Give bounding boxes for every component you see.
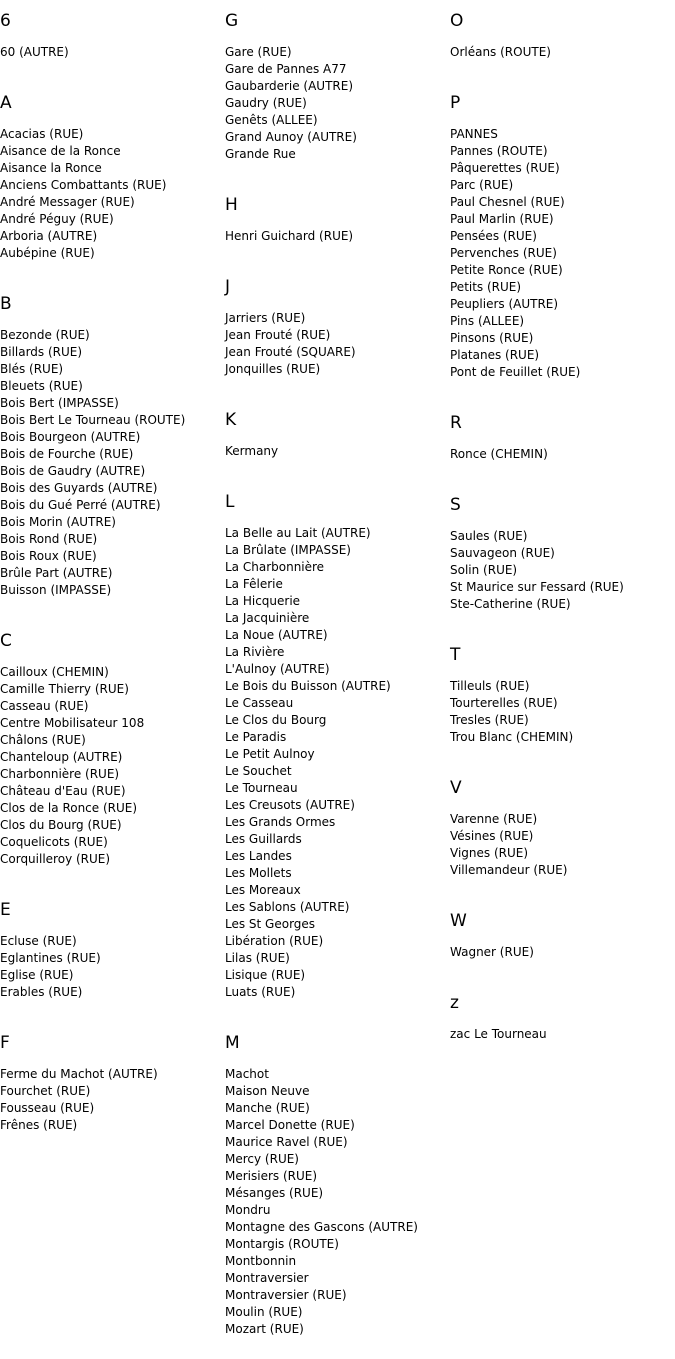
street-name: Tourterelles (RUE) (450, 696, 558, 710)
street-name: Pinsons (RUE) (450, 331, 534, 345)
section-letter-heading: K (225, 410, 237, 430)
street-name: L'Aulnoy (AUTRE) (225, 662, 330, 676)
street-list (0, 933, 225, 1001)
street-name: Charbonnière (RUE) (0, 767, 120, 781)
street-name: Villemandeur (RUE) (450, 863, 568, 877)
street-name: Petits (RUE) (450, 280, 522, 294)
street-name: Bois du Gué Perré (AUTRE) (0, 498, 161, 512)
street-name: Aubépine (RUE) (0, 246, 95, 260)
street-name: Les Sablons (AUTRE) (225, 900, 350, 914)
street-index-column (225, 0, 450, 1359)
street-name: Bois Rond (RUE) (0, 532, 98, 546)
section-letter-heading: z (450, 993, 459, 1013)
street-name: Clos du Bourg (RUE) (0, 818, 122, 832)
street-name: Mondru (225, 1203, 271, 1217)
street-name: Mercy (RUE) (225, 1152, 299, 1166)
street-name: Gaudry (RUE) (225, 96, 307, 110)
letter-section (450, 767, 675, 879)
street-name: Montbonnin (225, 1254, 297, 1268)
street-name: Casseau (RUE) (0, 699, 89, 713)
street-name: Les Landes (225, 849, 292, 863)
street-list (225, 310, 450, 378)
street-list (0, 126, 225, 262)
street-name: Grande Rue (225, 147, 296, 161)
street-list (225, 1066, 450, 1338)
street-name: Eglantines (RUE) (0, 951, 101, 965)
letter-section (450, 900, 675, 961)
street-name: Vésines (RUE) (450, 829, 534, 843)
street-list (0, 664, 225, 868)
section-letter-heading: A (0, 93, 12, 113)
street-name: Erables (RUE) (0, 985, 83, 999)
street-name: Jonquilles (RUE) (225, 362, 321, 376)
street-name: Paul Chesnel (RUE) (450, 195, 565, 209)
section-letter-heading: F (0, 1033, 10, 1053)
street-name: Montagne des Gascons (AUTRE) (225, 1220, 418, 1234)
street-name: Bois des Guyards (AUTRE) (0, 481, 158, 495)
street-name: La Noue (AUTRE) (225, 628, 328, 642)
street-name: Château d'Eau (RUE) (0, 784, 126, 798)
street-name: Peupliers (AUTRE) (450, 297, 559, 311)
letter-section (450, 0, 675, 61)
street-list (0, 327, 225, 599)
street-name: Pervenches (RUE) (450, 246, 557, 260)
section-letter-heading: E (0, 900, 11, 920)
letter-section (225, 399, 450, 460)
street-name: Les Grands Ormes (225, 815, 336, 829)
letter-section (0, 620, 225, 868)
street-name: La Hicquerie (225, 594, 301, 608)
street-name: Camille Thierry (RUE) (0, 682, 129, 696)
street-list (225, 443, 450, 460)
street-list (450, 446, 675, 463)
street-name: Mésanges (RUE) (225, 1186, 324, 1200)
street-list (450, 126, 675, 381)
street-name: André Messager (RUE) (0, 195, 135, 209)
street-name: Montraversier (225, 1271, 309, 1285)
street-name: Jean Frouté (SQUARE) (225, 345, 356, 359)
street-name: Les Creusots (AUTRE) (225, 798, 355, 812)
street-name: Jean Frouté (RUE) (225, 328, 331, 342)
street-name: La Jacquinière (225, 611, 310, 625)
street-name: Tilleuls (RUE) (450, 679, 530, 693)
street-name: Pins (ALLEE) (450, 314, 525, 328)
letter-section (0, 0, 225, 61)
street-name: Machot (225, 1067, 269, 1081)
street-name: Les Moreaux (225, 883, 301, 897)
street-name: Saules (RUE) (450, 529, 528, 543)
street-name: Le Bois du Buisson (AUTRE) (225, 679, 391, 693)
street-name: Genêts (ALLEE) (225, 113, 318, 127)
street-name: Le Tourneau (225, 781, 298, 795)
street-name: Jarriers (RUE) (225, 311, 306, 325)
street-name: Bleuets (RUE) (0, 379, 83, 393)
section-letter-heading: H (225, 195, 238, 215)
street-list (225, 44, 450, 163)
street-name: Chanteloup (AUTRE) (0, 750, 123, 764)
street-name: Libération (RUE) (225, 934, 324, 948)
street-name: Gare (RUE) (225, 45, 292, 59)
street-name: Vignes (RUE) (450, 846, 529, 860)
street-name: Le Petit Aulnoy (225, 747, 315, 761)
street-name: Eglise (RUE) (0, 968, 74, 982)
street-name: Montargis (ROUTE) (225, 1237, 339, 1251)
street-name: Acacias (RUE) (0, 127, 84, 141)
street-name: Buisson (IMPASSE) (0, 583, 112, 597)
street-name: Orléans (ROUTE) (450, 45, 551, 59)
street-list (450, 944, 675, 961)
street-name: Bois de Fourche (RUE) (0, 447, 134, 461)
street-index-column (450, 0, 675, 1064)
street-name: Fousseau (RUE) (0, 1101, 95, 1115)
street-list (225, 525, 450, 1001)
street-name: Trou Blanc (CHEMIN) (450, 730, 574, 744)
section-letter-heading: P (450, 93, 461, 113)
street-name: Tresles (RUE) (450, 713, 529, 727)
street-name: Billards (RUE) (0, 345, 83, 359)
street-name: Bois Bert Le Tourneau (ROUTE) (0, 413, 186, 427)
street-name: Merisiers (RUE) (225, 1169, 318, 1183)
letter-section (225, 0, 450, 163)
street-name: Varenne (RUE) (450, 812, 538, 826)
street-name: Paul Marlin (RUE) (450, 212, 554, 226)
street-name: Bois Bert (IMPASSE) (0, 396, 119, 410)
street-name: Sauvageon (RUE) (450, 546, 555, 560)
street-name: Henri Guichard (RUE) (225, 229, 354, 243)
street-name: Manche (RUE) (225, 1101, 310, 1115)
street-name: Luats (RUE) (225, 985, 296, 999)
street-name: Pensées (RUE) (450, 229, 537, 243)
section-letter-heading: G (225, 11, 239, 31)
street-name: Wagner (RUE) (450, 945, 534, 959)
street-name: Arboria (AUTRE) (0, 229, 98, 243)
street-name: La Brûlate (IMPASSE) (225, 543, 351, 557)
section-letter-heading: S (450, 495, 461, 515)
street-name: Parc (RUE) (450, 178, 514, 192)
street-name: Aisance de la Ronce (0, 144, 121, 158)
street-name: Montraversier (RUE) (225, 1288, 347, 1302)
section-letter-heading: V (450, 778, 462, 798)
street-name: zac Le Tourneau (450, 1027, 547, 1041)
street-name: Petite Ronce (RUE) (450, 263, 563, 277)
street-name: Clos de la Ronce (RUE) (0, 801, 138, 815)
street-name: Ste-Catherine (RUE) (450, 597, 571, 611)
section-letter-heading: T (450, 645, 461, 665)
street-name: Gaubarderie (AUTRE) (225, 79, 354, 93)
street-name: Mozart (RUE) (225, 1322, 304, 1336)
street-name: Pâquerettes (RUE) (450, 161, 560, 175)
letter-section (225, 1022, 450, 1338)
section-letter-heading: O (450, 11, 464, 31)
street-name: Centre Mobilisateur 108 (0, 716, 145, 730)
street-name: Coquelicots (RUE) (0, 835, 108, 849)
street-name: Kermany (225, 444, 279, 458)
street-list (450, 1026, 675, 1043)
street-name: Solin (RUE) (450, 563, 518, 577)
street-name: Pannes (ROUTE) (450, 144, 548, 158)
street-name: Ronce (CHEMIN) (450, 447, 548, 461)
street-name: Les St Georges (225, 917, 316, 931)
section-letter-heading: W (450, 911, 467, 931)
letter-section (225, 184, 450, 245)
street-name: André Péguy (RUE) (0, 212, 114, 226)
street-name: Gare de Pannes A77 (225, 62, 347, 76)
street-name: Frênes (RUE) (0, 1118, 78, 1132)
street-name: Anciens Combattants (RUE) (0, 178, 167, 192)
street-name: La Rivière (225, 645, 285, 659)
street-list (450, 528, 675, 613)
street-name: Les Guillards (225, 832, 302, 846)
street-name: Corquilleroy (RUE) (0, 852, 111, 866)
street-name: Blés (RUE) (0, 362, 64, 376)
letter-section (0, 283, 225, 599)
street-name: Maurice Ravel (RUE) (225, 1135, 348, 1149)
street-name: PANNES (450, 127, 498, 141)
street-name: 60 (AUTRE) (0, 45, 69, 59)
street-name: Grand Aunoy (AUTRE) (225, 130, 357, 144)
letter-section (450, 402, 675, 463)
street-name: La Charbonnière (225, 560, 325, 574)
street-name: Ferme du Machot (AUTRE) (0, 1067, 158, 1081)
street-list (0, 1066, 225, 1134)
street-name: Le Paradis (225, 730, 287, 744)
street-index-column (0, 0, 225, 1155)
street-name: Pont de Feuillet (RUE) (450, 365, 581, 379)
street-name: Ecluse (RUE) (0, 934, 77, 948)
street-name: Bezonde (RUE) (0, 328, 90, 342)
street-name: Aisance la Ronce (0, 161, 102, 175)
section-letter-heading: J (225, 277, 231, 297)
letter-section (450, 634, 675, 746)
letter-section (225, 266, 450, 378)
section-letter-heading: C (0, 631, 12, 651)
section-letter-heading: R (450, 413, 462, 433)
street-name: St Maurice sur Fessard (RUE) (450, 580, 624, 594)
street-list (450, 678, 675, 746)
section-letter-heading: M (225, 1033, 240, 1053)
street-name: Bois Morin (AUTRE) (0, 515, 116, 529)
street-name: Moulin (RUE) (225, 1305, 303, 1319)
letter-section (450, 484, 675, 613)
street-name: Lilas (RUE) (225, 951, 290, 965)
street-name: Marcel Donette (RUE) (225, 1118, 355, 1132)
section-letter-heading: 6 (0, 11, 11, 31)
letter-section (0, 1022, 225, 1134)
street-name: Les Mollets (225, 866, 292, 880)
street-name: Cailloux (CHEMIN) (0, 665, 109, 679)
letter-section (0, 889, 225, 1001)
street-name: La Fêlerie (225, 577, 283, 591)
street-name: Platanes (RUE) (450, 348, 540, 362)
street-list (225, 228, 450, 245)
street-list (450, 811, 675, 879)
street-name: Le Souchet (225, 764, 292, 778)
street-name: Maison Neuve (225, 1084, 310, 1098)
street-name: La Belle au Lait (AUTRE) (225, 526, 371, 540)
letter-section (450, 82, 675, 381)
letter-section (225, 481, 450, 1001)
section-letter-heading: L (225, 492, 235, 512)
street-name: Le Clos du Bourg (225, 713, 327, 727)
section-letter-heading: B (0, 294, 12, 314)
street-name: Lisique (RUE) (225, 968, 306, 982)
street-name: Bois Bourgeon (AUTRE) (0, 430, 141, 444)
street-name: Fourchet (RUE) (0, 1084, 91, 1098)
street-list (450, 44, 675, 61)
street-name: Brûle Part (AUTRE) (0, 566, 113, 580)
street-name: Le Casseau (225, 696, 294, 710)
street-name: Bois de Gaudry (AUTRE) (0, 464, 146, 478)
letter-section (450, 982, 675, 1043)
street-name: Bois Roux (RUE) (0, 549, 97, 563)
street-name: Châlons (RUE) (0, 733, 86, 747)
street-list (0, 44, 225, 61)
letter-section (0, 82, 225, 262)
